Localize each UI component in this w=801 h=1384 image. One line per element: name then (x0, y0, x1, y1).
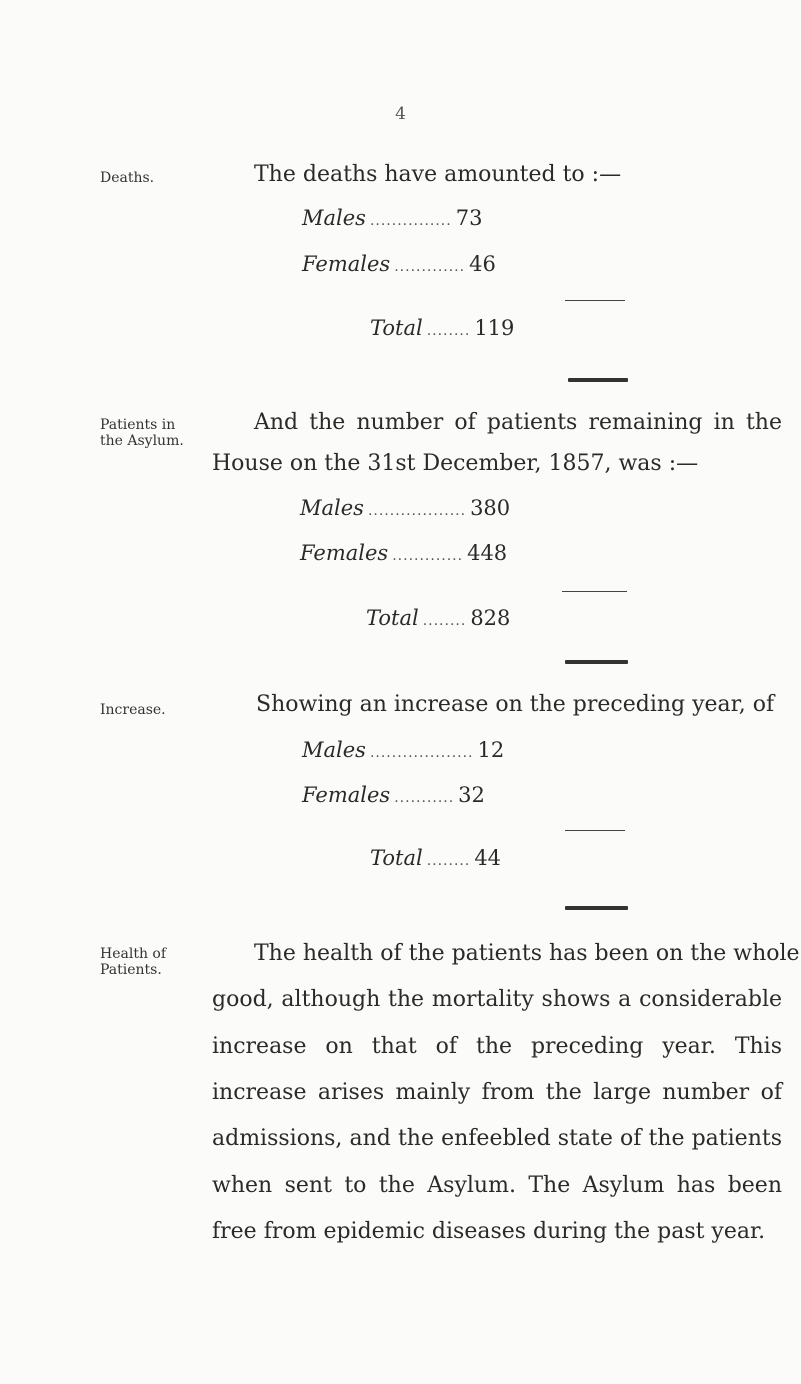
margin-note-health (100, 946, 210, 978)
leader-dots: ............. (394, 259, 466, 275)
leader-dots: ........ (426, 853, 471, 869)
increase-males-label: Males (302, 738, 366, 762)
patients-total-row (366, 606, 510, 630)
deaths-males-label: Males (302, 206, 366, 230)
deaths-females-value: 46 (469, 252, 496, 276)
deaths-males-value: 73 (455, 206, 483, 230)
margin-note-line: Patients in (100, 417, 176, 433)
deaths-total-value: 119 (474, 316, 515, 340)
deaths-total-row (370, 316, 514, 340)
increase-intro: Showing an increase on the preceding year, of (256, 692, 775, 717)
margin-note-increase: Increase. (100, 702, 166, 718)
increase-females-row (302, 783, 485, 807)
page-number: 4 (395, 104, 406, 124)
increase-total-label: Total (370, 846, 423, 870)
leader-dots: .................. (367, 503, 467, 519)
patients-total-value: 828 (470, 606, 511, 630)
increase-total-value: 44 (474, 846, 502, 870)
patients-females-value: 448 (467, 541, 508, 565)
patients-intro-line-2: House on the 31st December, 1857, was :— (212, 451, 699, 476)
health-line: The health of the patients has been on the whole (254, 941, 800, 966)
deaths-males-row (302, 206, 482, 230)
health-line: admissions, and the enfeebled state of the patients (212, 1126, 782, 1151)
sum-rule (565, 830, 625, 831)
section-divider (565, 906, 628, 910)
deaths-females-row (302, 252, 496, 276)
margin-note-line: Health of (100, 946, 167, 962)
patients-females-row (300, 541, 507, 565)
increase-total-row (370, 846, 501, 870)
increase-females-label: Females (302, 783, 391, 807)
patients-males-row (300, 496, 510, 520)
patients-females-label: Females (300, 541, 389, 565)
deaths-females-label: Females (302, 252, 391, 276)
leader-dots: ............... (369, 213, 452, 229)
health-line: free from epidemic diseases during the past year. (212, 1219, 766, 1244)
margin-note-patients (100, 417, 210, 449)
margin-note-deaths: Deaths. (100, 170, 155, 186)
patients-intro-line-1: And the number of patients remaining in the (254, 410, 782, 435)
leader-dots: ............. (392, 548, 464, 564)
leader-dots: ........ (422, 613, 467, 629)
deaths-intro: The deaths have amounted to :— (254, 162, 622, 187)
increase-males-row (302, 738, 504, 762)
leader-dots: ........... (394, 790, 455, 806)
health-line: increase arises mainly from the large number of (212, 1080, 782, 1105)
health-line: good, although the mortality shows a considerable (212, 987, 782, 1012)
leader-dots: ................... (369, 745, 474, 761)
patients-males-label: Males (300, 496, 364, 520)
margin-note-line: Patients. (100, 962, 162, 978)
increase-males-value: 12 (477, 738, 505, 762)
section-divider (565, 660, 628, 664)
health-line: increase on that of the preceding year. This (212, 1034, 782, 1059)
leader-dots: ........ (426, 323, 471, 339)
patients-males-value: 380 (470, 496, 511, 520)
sum-rule (565, 300, 625, 301)
deaths-total-label: Total (370, 316, 423, 340)
increase-females-value: 32 (458, 783, 485, 807)
section-divider (568, 378, 628, 382)
margin-note-line: the Asylum. (100, 433, 184, 449)
health-line: when sent to the Asylum. The Asylum has been (212, 1173, 782, 1198)
sum-rule (562, 591, 627, 592)
patients-total-label: Total (366, 606, 419, 630)
